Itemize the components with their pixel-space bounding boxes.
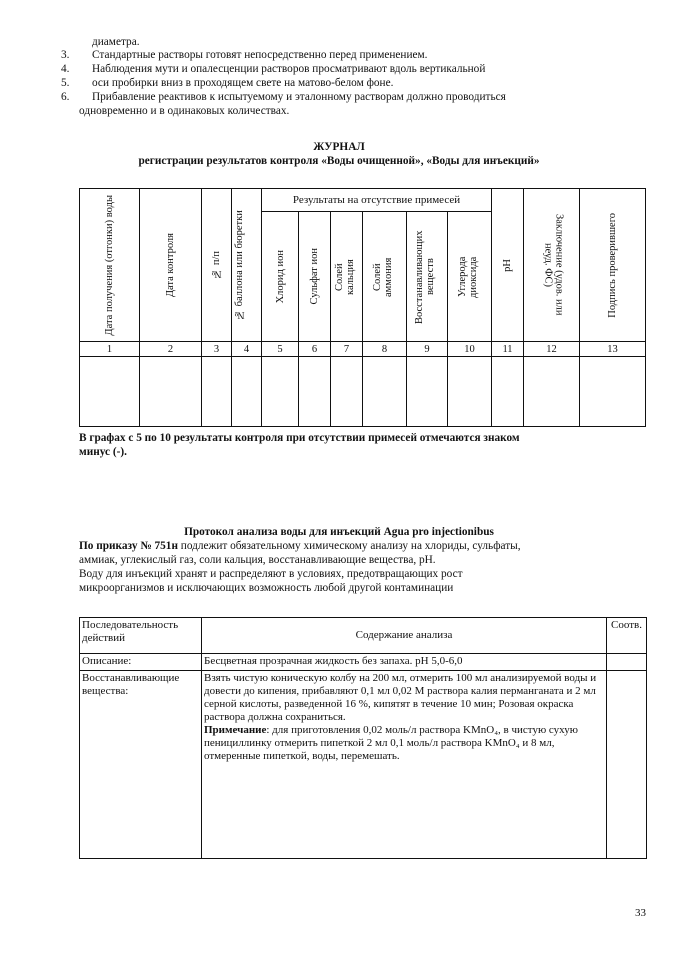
header-text: Подпись проверившего [607, 212, 618, 318]
col-header-conclusion [524, 189, 580, 342]
empty-cell[interactable] [140, 357, 202, 427]
compliance-cell[interactable] [607, 671, 647, 859]
header-text: pH [502, 258, 513, 272]
row-label: Описание: [80, 654, 202, 671]
empty-cell[interactable] [492, 357, 524, 427]
continued-line: диаметра. [92, 36, 140, 48]
list-text: Стандартные растворы готовят непосредственно перед применением. [92, 49, 428, 61]
group-header-impurities: Результаты на отсутствие примесей [262, 189, 492, 212]
empty-cell[interactable] [331, 357, 363, 427]
header-text: № баллона или бюретки [233, 210, 245, 320]
col-number: 6 [299, 342, 331, 357]
note-label: Примечание [204, 724, 267, 736]
col-number: 3 [202, 342, 232, 357]
row-label: Восстанавливающие вещества: [80, 671, 202, 859]
col-header-num [202, 189, 232, 342]
header-text: Сульфат ион [309, 248, 320, 305]
empty-cell[interactable] [580, 357, 646, 427]
empty-cell[interactable] [363, 357, 407, 427]
empty-cell[interactable] [448, 357, 492, 427]
list-text: Наблюдения мути и опалесценции растворов просматривают вдоль вертикальной [92, 63, 486, 75]
col-number: 8 [363, 342, 407, 357]
journal-subtitle: регистрации результатов контроля «Воды очищенной», «Воды для инъекций» [138, 155, 540, 167]
col-header-balloon [232, 189, 262, 342]
protocol-table [79, 617, 647, 859]
header-text: Восстанавливающих веществ [414, 229, 436, 324]
protocol-order-line [79, 540, 521, 554]
protocol-line: Воду для инъекций хранят и распределяют в условиях, предотвращающих рост [79, 568, 463, 580]
empty-cell[interactable] [524, 357, 580, 427]
protocol-row-reducing [80, 671, 647, 859]
header-text: Заключение (удов. или неуд. ФС) [542, 214, 565, 316]
col-header-co2 [448, 212, 492, 342]
page-number: 33 [635, 907, 646, 919]
empty-cell[interactable] [407, 357, 448, 427]
journal-note: В графах с 5 по 10 результаты контроля при отсутствии примесей отмечаются знаком [79, 432, 520, 444]
col-number: 1 [80, 342, 140, 357]
compliance-cell[interactable] [607, 654, 647, 671]
header-text: Хлорид ион [274, 249, 286, 304]
col-header-calcium [331, 212, 363, 342]
header-content: Содержание анализа [202, 618, 607, 654]
col-header-ph [492, 189, 524, 342]
row-text: Взять чистую коническую колбу на 200 мл, отмерить 100 мл анализируемой воды и довести до кипения, прибавляют 0,1 мл 0,02 М раствора калия перманганата и 2 мл серной кислоты, разведенной 16 %, кипятят в течение 10 мин; Розовая окраска раствора должна сохраниться. [204, 672, 597, 723]
col-number: 11 [492, 342, 524, 357]
col-number: 7 [331, 342, 363, 357]
note-text: : для приготовления 0,02 моль/л раствора KMnO₄, в чистую сухую пенициллинку отмерить пипеткой 2 мл 0,1 моль/л раствора KMnO₄ и 8 мл, отмеренные пипеткой, воды, перемешать. [204, 724, 578, 762]
list-text: Прибавление реактивов к испытуемому и эталонному растворам должно проводиться [92, 91, 506, 103]
col-header-ammonium [363, 212, 407, 342]
protocol-header-row [80, 618, 647, 654]
col-number: 10 [448, 342, 492, 357]
list-number: 4. [61, 63, 70, 75]
empty-cell[interactable] [262, 357, 299, 427]
protocol-title: Протокол анализа воды для инъекций Agua pro injectionibus [184, 526, 494, 538]
empty-entry-row [80, 357, 646, 427]
col-number: 4 [232, 342, 262, 357]
empty-cell[interactable] [232, 357, 262, 427]
row-content [202, 671, 607, 859]
protocol-line: аммиак, углекислый газ, соли кальция, восстанавливающие вещества, pH. [79, 554, 436, 566]
list-text: оси пробирки вниз в проходящем свете на матово-белом фоне. [92, 77, 394, 89]
list-number: 6. [61, 91, 70, 103]
header-text: Солей кальция [333, 258, 356, 295]
empty-cell[interactable] [299, 357, 331, 427]
list-item [0, 77, 678, 91]
list-last-line: одновременно и в одинаковых количествах. [79, 105, 290, 117]
list-item [0, 63, 678, 77]
col-number: 9 [407, 342, 448, 357]
empty-cell[interactable] [202, 357, 232, 427]
col-header-date-receive [80, 189, 140, 342]
col-number: 13 [580, 342, 646, 357]
journal-table [79, 188, 646, 427]
list-number: 3. [61, 49, 70, 61]
list-item [0, 49, 678, 63]
col-header-chloride [262, 212, 299, 342]
list-item [0, 91, 678, 105]
header-sequence: Последовательность действий [80, 618, 202, 654]
col-number: 12 [524, 342, 580, 357]
journal-title: ЖУРНАЛ [313, 141, 365, 153]
header-text: № п/п [211, 251, 222, 279]
col-header-reducing [407, 212, 448, 342]
journal-note-line2: минус (-). [79, 446, 127, 458]
row-note [204, 724, 604, 763]
protocol-row-description [80, 654, 647, 671]
header-text: Углерода диоксида [456, 255, 479, 298]
header-text: Дата получения (отгонки) воды [104, 194, 115, 336]
empty-cell[interactable] [80, 357, 140, 427]
header-text: Дата контроля [165, 232, 176, 298]
row-text: Бесцветная прозрачная жидкость без запаха. pH 5,0-6,0 [202, 654, 607, 671]
col-header-date-control [140, 189, 202, 342]
list-number: 5. [61, 77, 70, 89]
column-numbers-row [80, 342, 646, 357]
col-number: 2 [140, 342, 202, 357]
order-bold: По приказу № 751н [79, 540, 178, 552]
header-text: Солей аммония [371, 256, 394, 297]
col-header-signature [580, 189, 646, 342]
header-compliance: Соотв. [607, 618, 647, 654]
col-number: 5 [262, 342, 299, 357]
protocol-line: микроорганизмов и исключающих возможность любой другой контаминации [79, 582, 454, 594]
order-rest: подлежит обязательному химическому анализу на хлориды, сульфаты, [177, 540, 521, 552]
col-header-sulfate [299, 212, 331, 342]
